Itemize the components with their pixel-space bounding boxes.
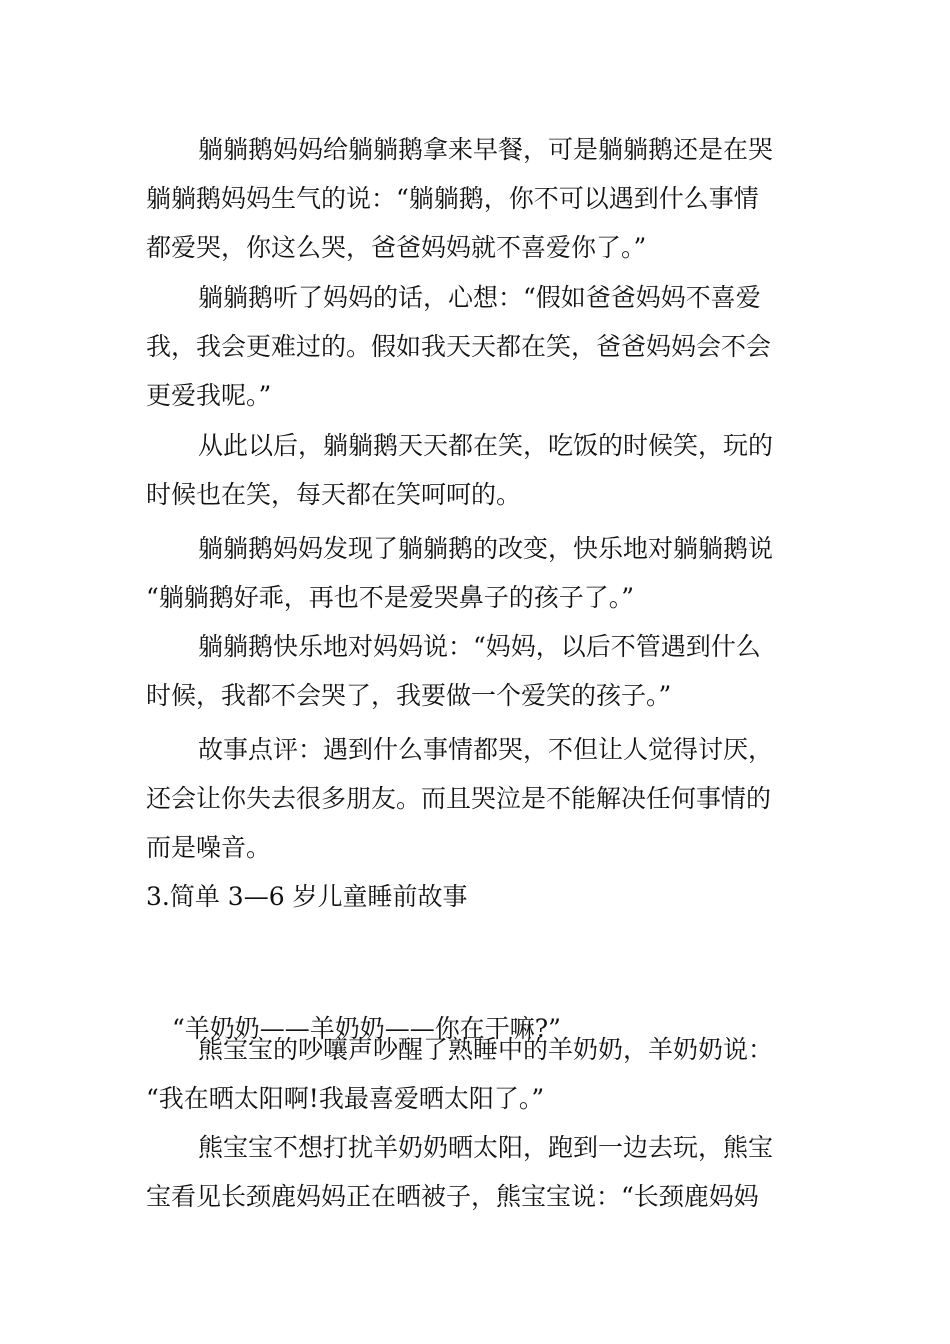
text-line-17: 熊宝宝的吵嚷声吵醒了熟睡中的羊奶奶，羊奶奶说： [198, 1035, 774, 1064]
text-line-19: 熊宝宝不想打扰羊奶奶晒太阳，跑到一边去玩，熊宝 [198, 1133, 774, 1162]
text-line-10: “躺躺鹅好乖，再也不是爱哭鼻子的孩子了。” [146, 583, 635, 612]
text-line-13: 故事点评：遇到什么事情都哭，不但让人觉得讨厌， [198, 735, 774, 764]
text-line-11: 躺躺鹅快乐地对妈妈说：“妈妈，以后不管遇到什么 [198, 632, 761, 661]
text-line-9: 躺躺鹅妈妈发现了躺躺鹅的改变，快乐地对躺躺鹅说 [198, 534, 774, 563]
text-line-7: 从此以后，躺躺鹅天天都在笑，吃饭的时候笑，玩的 [198, 431, 774, 460]
text-line-8: 时候也在笑，每天都在笑呵呵的。 [146, 480, 522, 509]
text-line-18: “我在晒太阳啊!我最喜爱晒太阳了。” [146, 1084, 545, 1113]
text-line-6: 更爱我呢。” [146, 381, 272, 410]
text-line-5: 我，我会更难过的。假如我天天都在笑，爸爸妈妈会不会 [146, 332, 772, 361]
section-heading: 3.简单 3—6 岁儿童睡前故事 [146, 882, 468, 911]
text-line-14: 还会让你失去很多朋友。而且哭泣是不能解决任何事情的 [146, 784, 772, 813]
text-line-3: 都爱哭，你这么哭，爸爸妈妈就不喜爱你了。” [146, 233, 647, 262]
text-line-12: 时候，我都不会哭了，我要做一个爱笑的孩子。” [146, 681, 672, 710]
text-line-16: “羊奶奶——羊奶奶——你在干嘛?” [172, 1014, 561, 1043]
text-line-20: 宝看见长颈鹿妈妈正在晒被子，熊宝宝说：“长颈鹿妈妈 [146, 1182, 759, 1211]
text-line-4: 躺躺鹅听了妈妈的话，心想：“假如爸爸妈妈不喜爱 [198, 283, 761, 312]
text-line-15: 而是噪音。 [146, 833, 272, 862]
text-line-1: 躺躺鹅妈妈给躺躺鹅拿来早餐，可是躺躺鹅还是在哭 [198, 135, 774, 164]
text-line-2: 躺躺鹅妈妈生气的说：“躺躺鹅，你不可以遇到什么事情 [146, 184, 759, 213]
